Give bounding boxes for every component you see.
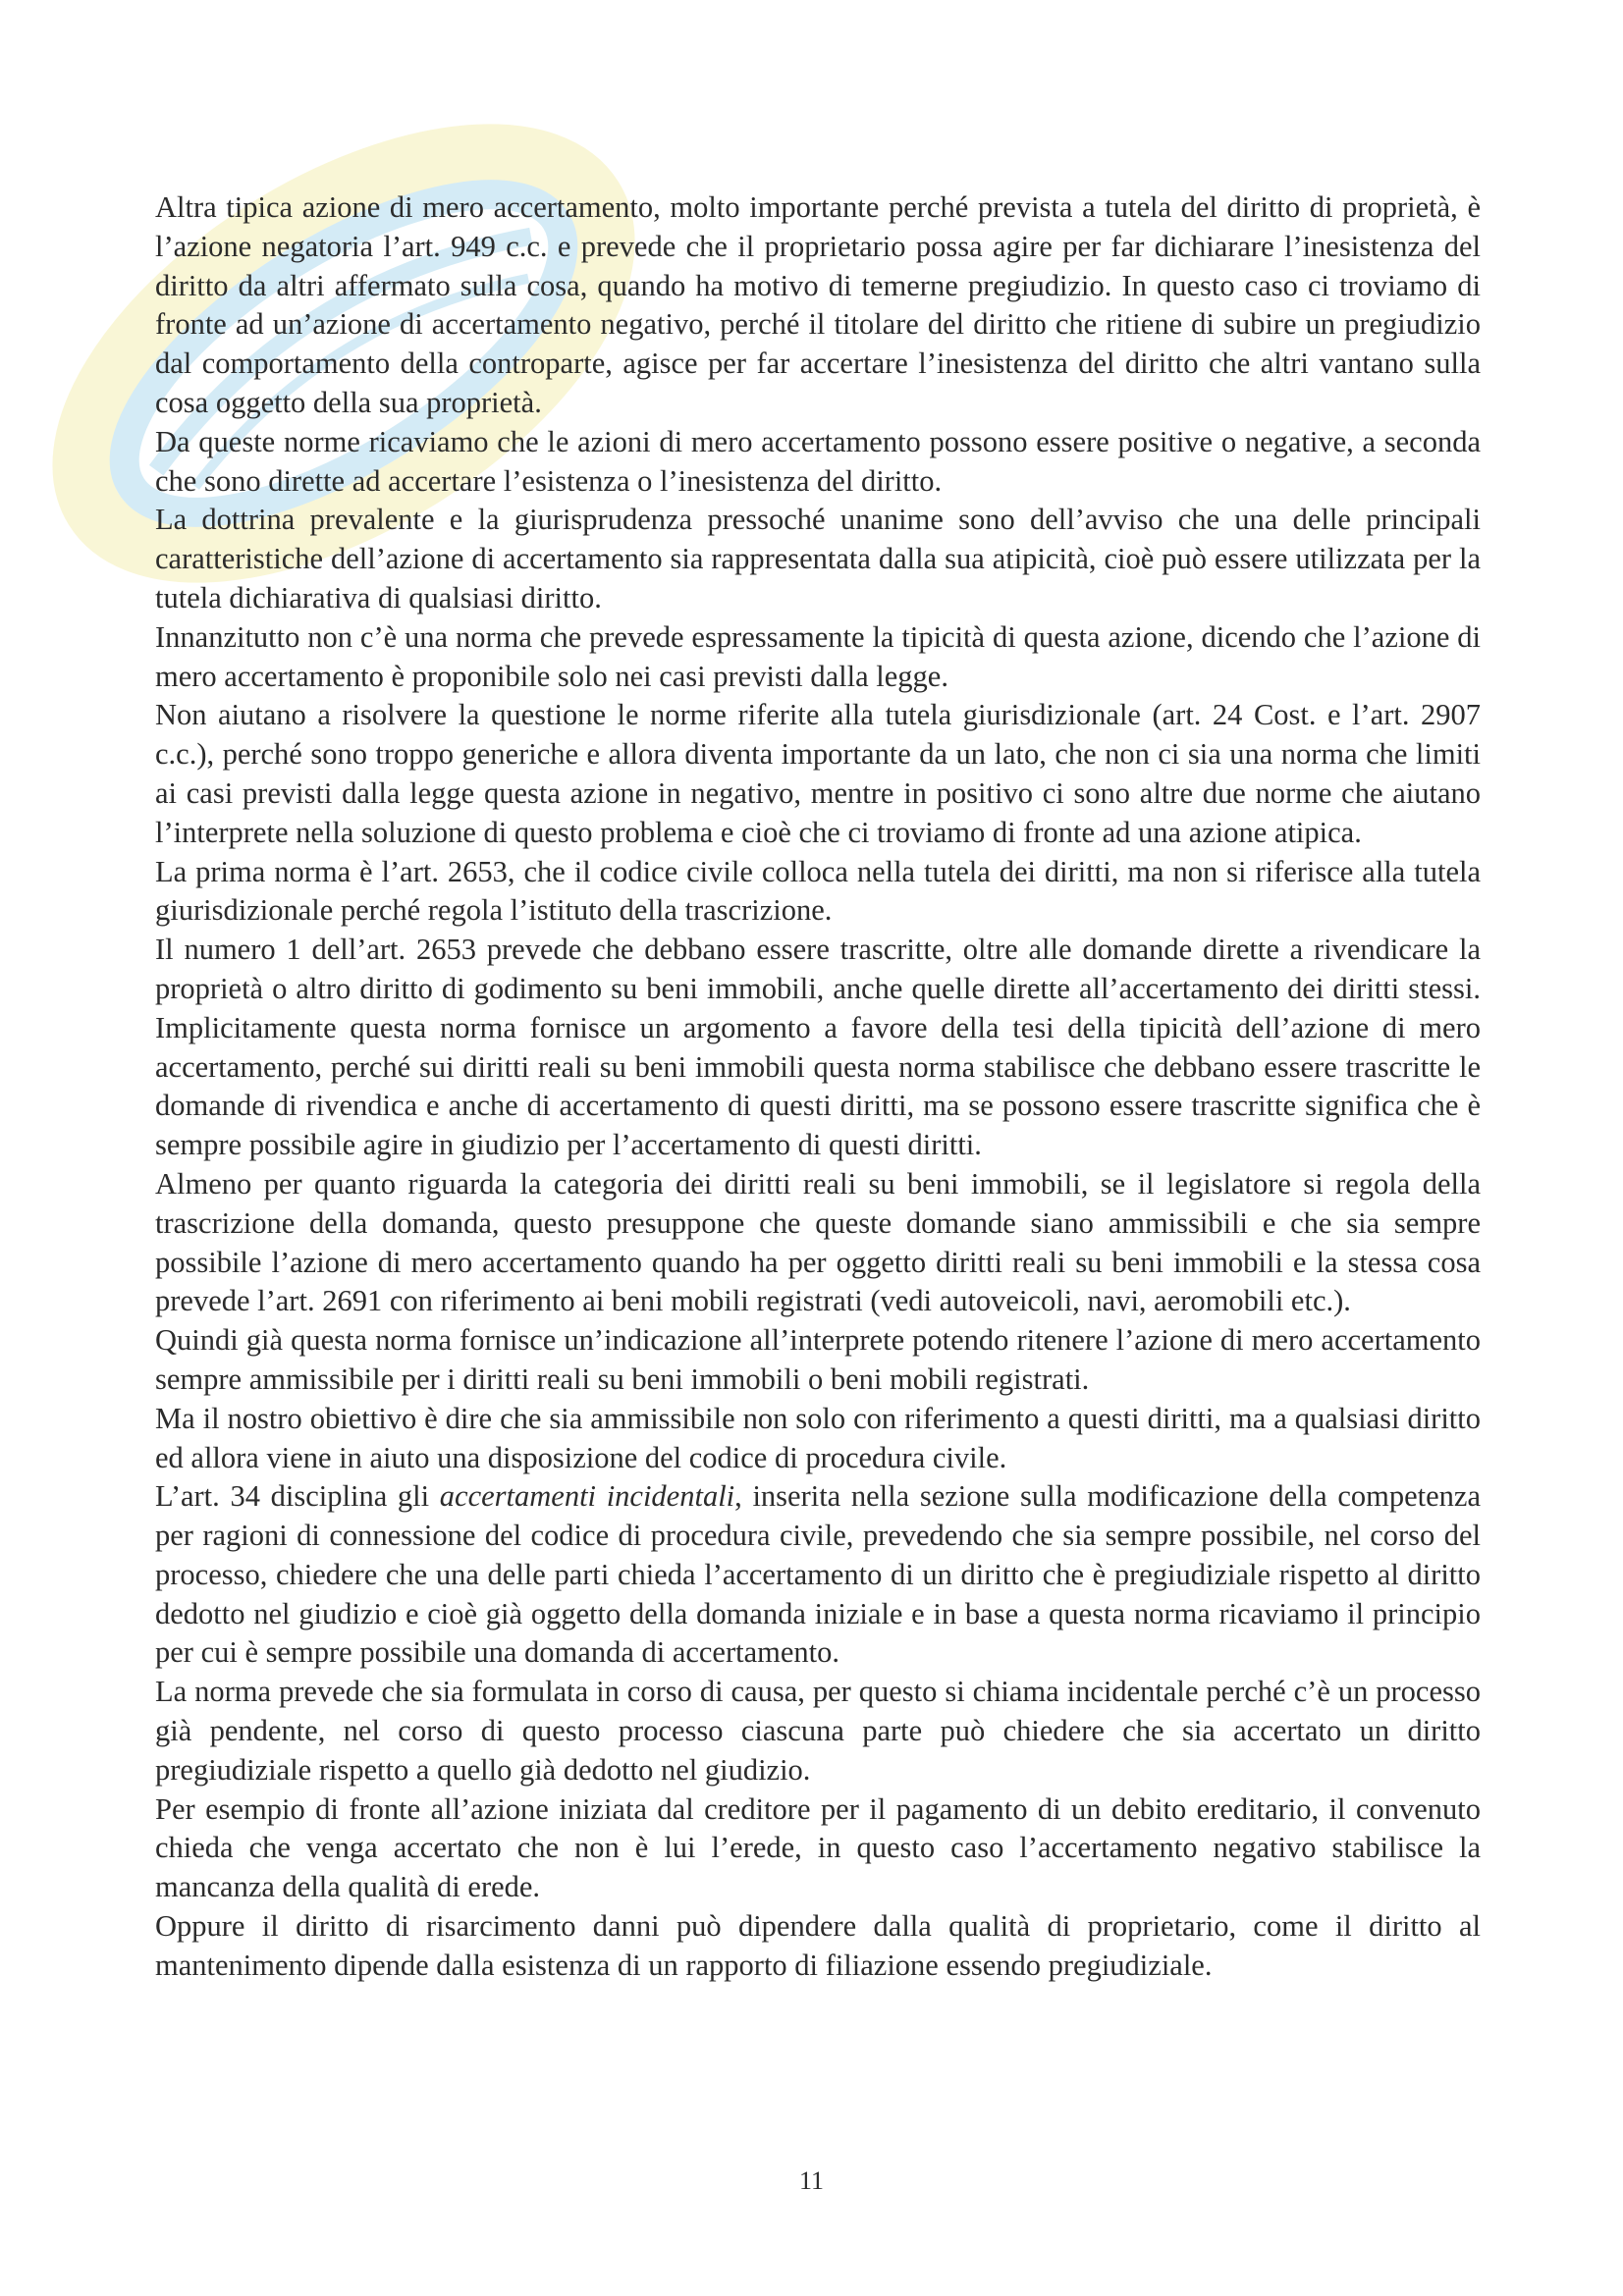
art34-text-before: L’art. 34 disciplina gli (155, 1479, 440, 1514)
document-body (155, 188, 1481, 1986)
paragraph: Altra tipica azione di mero accertamento, molto importante perché prevista a tutela del diritto di proprietà, è l’azione negatoria l’art. 949 c.c. e prevede che il proprietario possa agire per far dichiarare l’inesistenza del diritto da altri affermato sulla cosa, quando ha motivo di temerne pregiudizio. In questo caso ci troviamo di fronte ad un’azione di accertamento negativo, perché il titolare del diritto che ritiene di subire un pregiudizio dal comportamento della controparte, agisce per far accertare l’inesistenza del diritto che altri vantano sulla cosa oggetto della sua proprietà. (155, 190, 1481, 419)
paragraph: Quindi già questa norma fornisce un’indicazione all’interprete potendo ritenere l’azione di mero accertamento sempre ammissibile per i diritti reali su beni immobili o beni mobili registrati. (155, 1323, 1481, 1396)
paragraph: La norma prevede che sia formulata in corso di causa, per questo si chiama incidentale perché c’è un processo già pendente, nel corso di questo processo ciascuna parte può chiedere che sia accertato un diritto pregiudiziale rispetto a quello già dedotto nel giudizio. (155, 1675, 1481, 1787)
paragraph: Ma il nostro obiettivo è dire che sia ammissibile non solo con riferimento a questi diritti, ma a qualsiasi diritto ed allora viene in aiuto una disposizione del codice di procedura civile. (155, 1401, 1481, 1474)
paragraph-art34 (155, 1477, 1481, 1673)
paragraph: Non aiutano a risolvere la questione le norme riferite alla tutela giurisdizionale (art. 24 Cost. e l’art. 2907 c.c.), perché sono troppo generiche e allora diventa importante da un lato, che non ci sia una norma che limiti ai casi previsti dalla legge questa azione in negativo, mentre in positivo ci sono altre due norme che aiutano l’interprete nella soluzione di questo problema e cioè che ci troviamo di fronte ad una azione atipica. (155, 698, 1481, 849)
paragraph: Innanzitutto non c’è una norma che prevede espressamente la tipicità di questa azione, dicendo che l’azione di mero accertamento è proponibile solo nei casi previsti dalla legge. (155, 619, 1481, 693)
paragraph: Il numero 1 dell’art. 2653 prevede che debbano essere trascritte, oltre alle domande dirette a rivendicare la proprietà o altro diritto di godimento su beni immobili, anche quelle dirette all’accertamento dei diritti stessi. Implicitamente questa norma fornisce un argomento a favore della tesi della tipicità dell’azione di mero accertamento, perché sui diritti reali su beni immobili questa norma stabilisce che debbano essere trascritte le domande di rivendica e anche di accertamento di questi diritti, ma se possono essere trascritte significa che è sempre possibile agire in giudizio per l’accertamento di questi diritti. (155, 933, 1481, 1162)
paragraph: Almeno per quanto riguarda la categoria dei diritti reali su beni immobili, se il legislatore si regola della trascrizione della domanda, questo presuppone che queste domande siano ammissibili e che sia sempre possibile l’azione di mero accertamento quando ha per oggetto diritti reali su beni immobili e la stessa cosa prevede l’art. 2691 con riferimento ai beni mobili registrati (vedi autoveicoli, navi, aeromobili etc.). (155, 1166, 1481, 1318)
page-number: 11 (798, 2166, 825, 2195)
art34-text-after: , inserita nella sezione sulla modificazione della competenza per ragioni di connessione del codice di procedura civile, prevedendo che sia sempre possibile, nel corso del processo, chiedere che una delle parti chieda l’accertamento di un diritto che è pregiudiziale rispetto al diritto dedotto nel giudizio e cioè già oggetto della domanda iniziale e in base a questa norma ricaviamo il principio per cui è sempre possibile una domanda di accertamento. (155, 1479, 1481, 1670)
paragraph: Oppure il diritto di risarcimento danni può dipendere dalla qualità di proprietario, come il diritto al mantenimento dipende dalla esistenza di un rapporto di filiazione essendo pregiudiziale. (155, 1909, 1481, 1982)
paragraph: Da queste norme ricaviamo che le azioni di mero accertamento possono essere positive o negative, a seconda che sono dirette ad accertare l’esistenza o l’inesistenza del diritto. (155, 424, 1481, 498)
paragraph: La dottrina prevalente e la giurisprudenza pressoché unanime sono dell’avviso che una delle principali caratteristiche dell’azione di accertamento sia rappresentata dalla sua atipicità, cioè può essere utilizzata per la tutela dichiarativa di qualsiasi diritto. (155, 503, 1481, 614)
paragraph: Per esempio di fronte all’azione iniziata dal creditore per il pagamento di un debito ereditario, il convenuto chieda che venga accertato che non è lui l’erede, in questo caso l’accertamento negativo stabilisce la mancanza della qualità di erede. (155, 1791, 1481, 1904)
art34-italic-term: accertamenti incidentali (439, 1479, 735, 1514)
paragraph: La prima norma è l’art. 2653, che il codice civile colloca nella tutela dei diritti, ma non si riferisce alla tutela giurisdizionale perché regola l’istituto della trascrizione. (155, 854, 1481, 928)
